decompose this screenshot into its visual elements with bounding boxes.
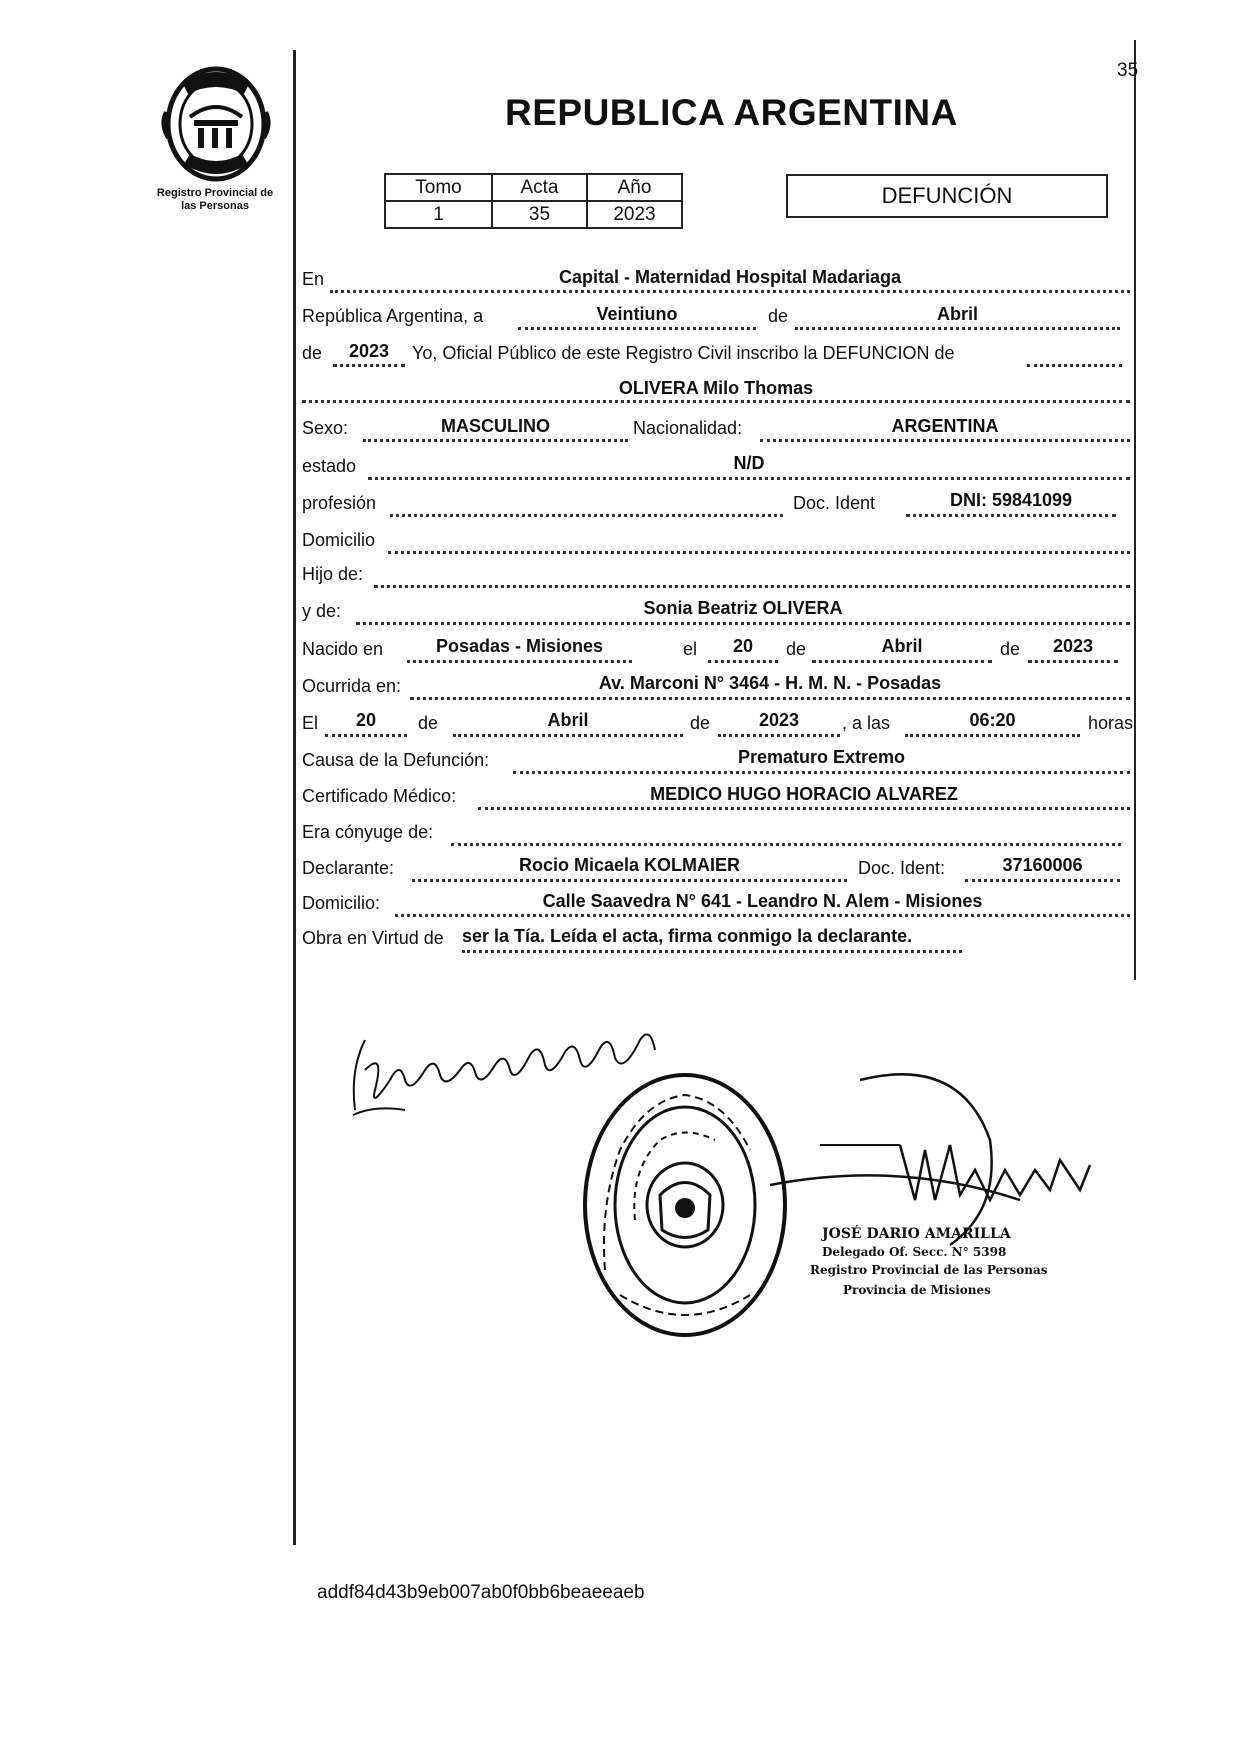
label-causa: Causa de la Defunción:	[302, 750, 490, 770]
value-nacido-lugar: Posadas - Misiones	[435, 636, 604, 656]
value-tomo: 1	[385, 201, 492, 228]
label-conyuge: Era cónyuge de:	[302, 822, 434, 842]
label-de-nac-anio: de	[1000, 639, 1021, 659]
value-acta: 35	[492, 201, 587, 228]
label-republica: República Argentina, a	[302, 306, 484, 326]
header-acta: Acta	[492, 174, 587, 201]
label-hijo-de: Hijo de:	[302, 564, 364, 584]
dotted-line	[407, 660, 632, 663]
dotted-line	[368, 477, 1130, 480]
dotted-line	[462, 950, 962, 953]
dotted-line	[363, 439, 628, 442]
dotted-line	[1027, 364, 1122, 367]
record-type-box: DEFUNCIÓN	[786, 174, 1108, 218]
value-def-dia: 20	[355, 710, 377, 730]
value-nacido-mes: Abril	[881, 636, 923, 656]
label-profesion: profesión	[302, 493, 377, 513]
label-domicilio: Domicilio	[302, 530, 376, 550]
value-causa: Prematuro Extremo	[737, 747, 906, 767]
label-obra: Obra en Virtud de	[302, 928, 444, 948]
official-org: Registro Provincial de las Personas	[810, 1263, 1048, 1277]
label-sexo: Sexo:	[302, 418, 349, 438]
label-de-def-mes: de	[418, 713, 439, 733]
dotted-line	[410, 697, 1130, 700]
label-ocurrida-en: Ocurrida en:	[302, 676, 402, 696]
page-number: 35	[1117, 60, 1139, 81]
value-obra: ser la Tía. Leída el acta, firma conmigo la declarante.	[462, 926, 913, 946]
header-tomo: Tomo	[385, 174, 492, 201]
label-de-def-anio: de	[690, 713, 711, 733]
label-decl-doc: Doc. Ident:	[858, 858, 946, 878]
value-nacionalidad: ARGENTINA	[891, 416, 999, 436]
label-nacido-en: Nacido en	[302, 639, 384, 659]
dotted-line	[513, 771, 1130, 774]
label-de-year: de	[302, 343, 323, 363]
record-table	[384, 173, 683, 229]
value-ocurrida: Av. Marconi N° 3464 - H. M. N. - Posadas	[598, 673, 942, 693]
value-def-anio: 2023	[758, 710, 800, 730]
value-decl-domicilio: Calle Saavedra N° 641 - Leandro N. Alem - Misiones	[542, 891, 983, 911]
value-month: Abril	[936, 304, 978, 324]
label-nacionalidad: Nacionalidad:	[633, 418, 743, 438]
official-name: JOSÉ DARIO AMARILLA	[822, 1226, 1011, 1242]
right-margin-line	[1134, 40, 1136, 980]
label-doc-ident: Doc. Ident	[793, 493, 876, 513]
record-table-header-row	[385, 174, 682, 201]
label-el: el	[683, 639, 698, 659]
dotted-line	[760, 439, 1130, 442]
official-province: Provincia de Misiones	[843, 1283, 991, 1297]
value-nacido-anio: 2023	[1052, 636, 1094, 656]
dotted-line	[718, 734, 840, 737]
document-hash: addf84d43b9eb007ab0f0bb6beaeeaeb	[317, 1582, 645, 1603]
dotted-line	[390, 514, 783, 517]
value-year: 2023	[348, 341, 390, 361]
dotted-line	[451, 843, 1121, 846]
value-en: Capital - Maternidad Hospital Madariaga	[558, 267, 902, 287]
province-emblem-logo	[160, 62, 272, 182]
dotted-line	[325, 734, 407, 737]
dotted-line	[412, 879, 847, 882]
value-doc-ident: DNI: 59841099	[949, 490, 1073, 510]
label-en: En	[302, 269, 325, 289]
value-day-words: Veintiuno	[596, 304, 678, 324]
value-certificado: MEDICO HUGO HORACIO ALVAREZ	[650, 784, 958, 804]
value-decl-doc: 37160006	[1002, 855, 1083, 875]
country-title: REPUBLICA ARGENTINA	[505, 92, 958, 133]
value-hora: 06:20	[969, 710, 1016, 730]
left-margin-line	[293, 50, 296, 1545]
dotted-line	[302, 400, 1130, 403]
dotted-line	[356, 622, 1130, 625]
value-anio: 2023	[587, 201, 682, 228]
value-estado: N/D	[733, 453, 765, 473]
dotted-line	[812, 660, 992, 663]
label-de: de	[768, 306, 789, 326]
dotted-line	[388, 551, 1130, 554]
value-deceased-name: OLIVERA Milo Thomas	[618, 378, 814, 398]
value-nacido-dia: 20	[732, 636, 754, 656]
dotted-line	[478, 807, 1130, 810]
dotted-line	[453, 734, 683, 737]
dotted-line	[374, 585, 1130, 588]
logo-caption-line1: Registro Provincial de	[156, 187, 274, 199]
dotted-line	[906, 514, 1116, 517]
label-decl-domicilio: Domicilio:	[302, 893, 381, 913]
dotted-line	[518, 327, 756, 330]
value-def-mes: Abril	[547, 710, 589, 730]
label-horas: horas	[1088, 713, 1134, 733]
logo-caption-line2: las Personas	[181, 200, 249, 212]
dotted-line	[965, 879, 1120, 882]
label-y-de: y de:	[302, 601, 342, 621]
dotted-line	[395, 914, 1130, 917]
value-declarante: Rocio Micaela KOLMAIER	[518, 855, 741, 875]
label-de-nac-mes: de	[786, 639, 807, 659]
label-declarante: Declarante:	[302, 858, 395, 878]
value-madre: Sonia Beatriz OLIVERA	[643, 598, 843, 618]
label-El: El	[302, 713, 319, 733]
label-estado: estado	[302, 456, 357, 476]
dotted-line	[905, 734, 1080, 737]
dotted-line	[330, 290, 1130, 293]
record-table-value-row	[385, 201, 682, 228]
dotted-line	[1028, 660, 1118, 663]
dotted-line	[708, 660, 778, 663]
header-anio: Año	[587, 174, 682, 201]
value-sexo: MASCULINO	[441, 416, 550, 436]
dotted-line	[795, 327, 1120, 330]
label-inscribo: Yo, Oficial Público de este Registro Civil inscribo la DEFUNCION de	[412, 343, 955, 363]
label-certificado: Certificado Médico:	[302, 786, 457, 806]
label-a-las: , a las	[842, 713, 891, 733]
official-title: Delegado Of. Secc. N° 5398	[822, 1245, 1007, 1259]
dotted-line	[333, 364, 405, 367]
logo-caption	[140, 187, 290, 213]
